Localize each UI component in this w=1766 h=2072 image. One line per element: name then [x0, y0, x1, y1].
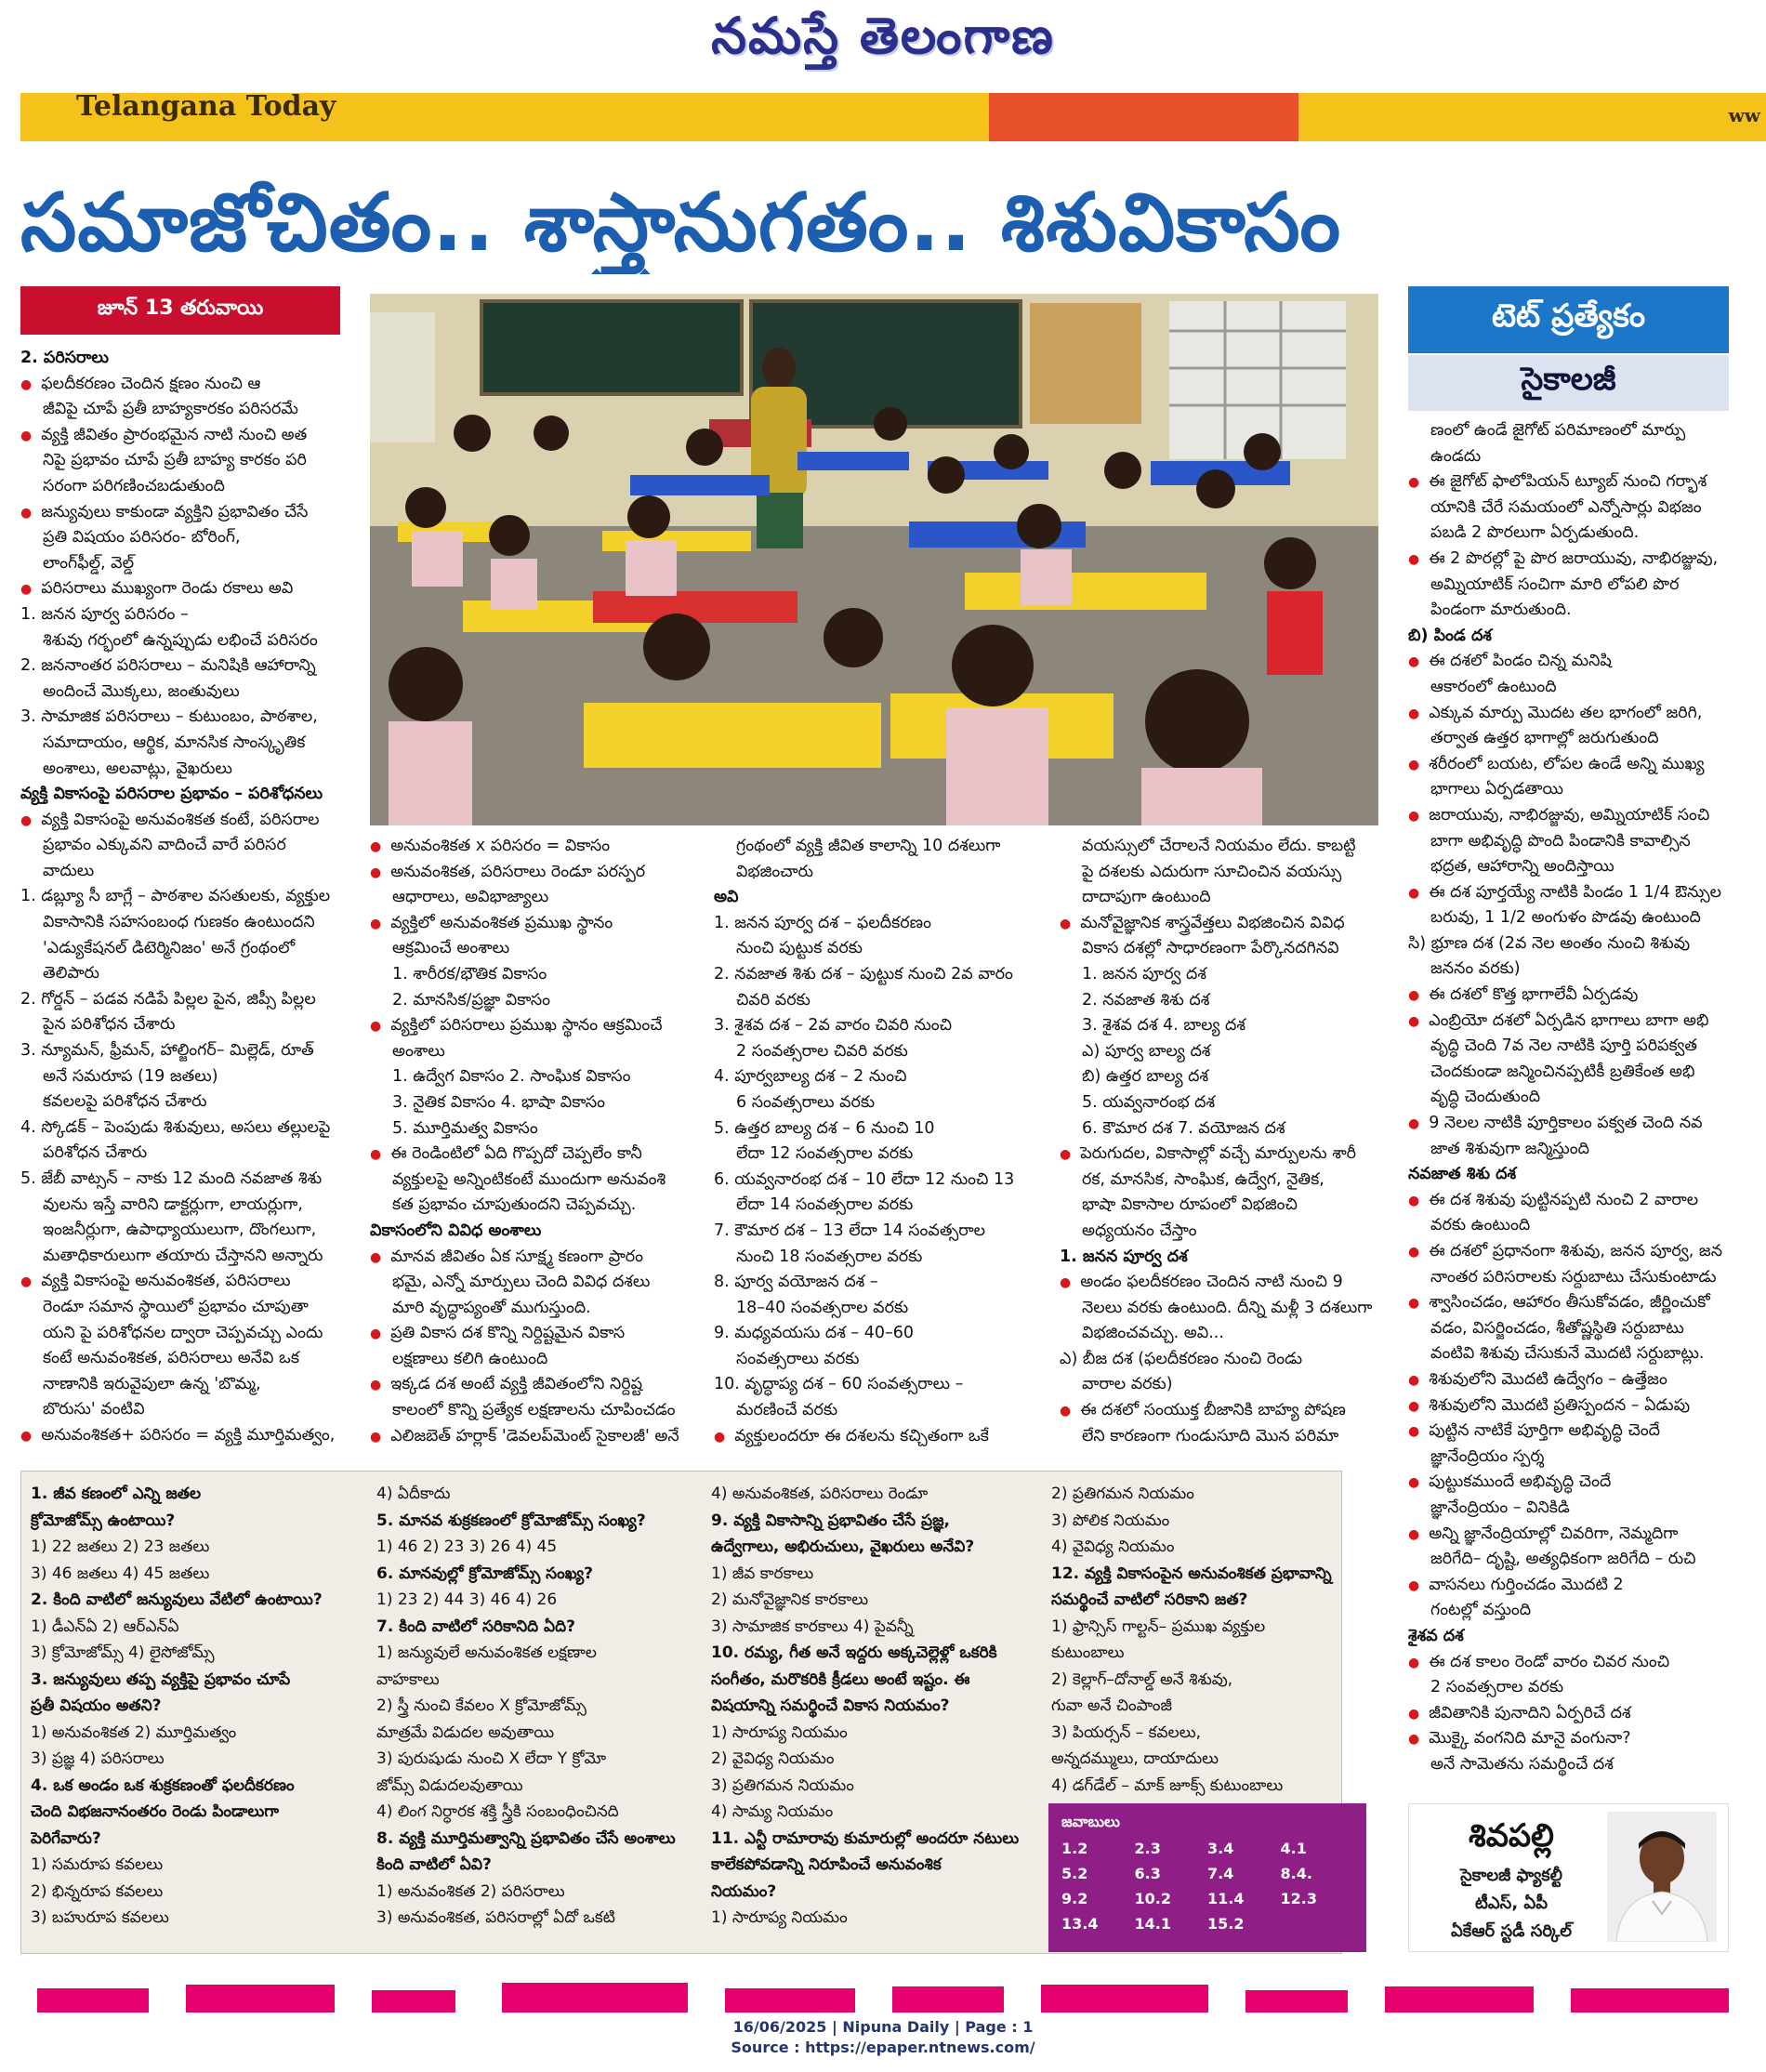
quiz-2-line: 4) లింగ నిర్ధారక శక్తి స్త్రీకి సంబంధించినది — [376, 1802, 619, 1821]
column-2-line: లక్షణాలు కలిగి ఉంటుంది — [392, 1349, 548, 1368]
quiz-3-line: కాలేకపోవడాన్ని నిరూపించే అనువంశిక — [711, 1855, 942, 1874]
column-5-line: ● ఈ జైగోట్ ఫాలోపియన్ ట్యూబ్ నుంచి గర్భాశ — [1408, 469, 1738, 495]
answers-grid — [1061, 1840, 1353, 1933]
column-5-line: ● ఈ దశలో పిండం చిన్న మనిషి — [1408, 649, 1738, 675]
column-5-line: చెందకుండా జన్మించినప్పటికీ బ్రతికేంత అభి — [1430, 1062, 1695, 1081]
column-3-line: 8. పూర్వ వయోజన దశ – — [714, 1273, 878, 1292]
column-1-line: వ్యక్తి వికాసంపై పరిసరాల ప్రభావం – పరిశోధనలు — [20, 785, 323, 804]
quiz-1-line: 1) అనువంశికత 2) మూర్తిమత్వం — [31, 1722, 237, 1742]
answer-item: 11.4 — [1207, 1890, 1245, 1907]
quiz-4-line: 2) కెల్లాగ్–దోనాల్డ్ అనే శిశువు, — [1051, 1669, 1233, 1689]
column-5-line: వరకు ఉంటుంది — [1430, 1216, 1531, 1235]
quiz-1-line: 2) భిన్నరూప కవలలు — [31, 1881, 164, 1901]
tet-special-tag: టెట్ ప్రత్యేకం — [1408, 286, 1729, 353]
column-5-line: ● జీవితానికి పునాదిని ఏర్పరిచే దశ — [1408, 1701, 1738, 1727]
quiz-2-line: వాహకాలు — [376, 1669, 440, 1689]
column-3-line: నుంచి 18 సంవత్సరాల వరకు — [736, 1247, 923, 1266]
column-1-line: ● జన్యువులు కాకుండా వ్యక్తిని ప్రభావితం చేసే — [20, 500, 342, 526]
column-4-line: ఎ) పూర్వ బాల్య దశ — [1082, 1041, 1211, 1061]
column-5-line: ● శిశువులోని మొదటి ప్రతిస్పందన – ఏడుపు — [1408, 1393, 1738, 1419]
column-1-line: సమాదాయం, ఆర్థిక, మానసిక సాంస్కృతిక — [43, 732, 306, 752]
column-5-line: జాత శిశువుగా జన్మిస్తుంది — [1430, 1139, 1589, 1158]
column-1-line: ప్రతి విషయం పరిసరం- బోరింగ్, — [43, 528, 241, 548]
article-column-3 — [714, 834, 1050, 1449]
column-5-line: యానికి చేరే సమయంలో ఎన్నోసార్లు విభజం — [1430, 497, 1702, 517]
quiz-4-line: 4) డగ్‌డేల్ – మాక్ జూక్స్ కుటుంబాలు — [1051, 1775, 1284, 1795]
column-3-line: లేదా 14 సంవత్సరాల వరకు — [736, 1195, 914, 1215]
column-1-line: సరంగా పరిగణించబడుతుంది — [43, 476, 225, 495]
quiz-1-line: 1) 22 జతలు 2) 23 జతలు — [31, 1538, 210, 1556]
column-1-line: ఇంజనీర్లుగా, ఉపాధ్యాయులుగా, దొంగలుగా, — [43, 1221, 317, 1240]
column-2-line: కత ప్రభావం చూపుతుందని చెప్పవచ్చు. — [392, 1195, 637, 1215]
column-5-line: నవజాత శిశు దశ — [1408, 1165, 1517, 1184]
column-1-line: ● వ్యక్తి జీవితం ప్రారంభమైన నాటి నుంచి అత — [20, 423, 342, 449]
quiz-4-line: గువా అనే చింపాంజీ — [1051, 1696, 1172, 1715]
answer-item: 1.2 — [1061, 1840, 1088, 1857]
column-2-line: 2. మానసిక/ప్రజ్ఞా వికాసం — [392, 990, 550, 1010]
quiz-3-line: 3) ప్రతిగమన నియమం — [711, 1775, 854, 1795]
author-portrait-illustration — [1607, 1812, 1717, 1942]
column-3-line: 6. యవ్వనారంభ దశ – 10 లేదా 12 నుంచి 13 — [714, 1169, 1015, 1189]
column-4-line: ● అండం ఫలదీకరణం చెందిన నాటి నుంచి 9 — [1060, 1270, 1390, 1296]
column-3-line: 2. నవజాత శిశు దశ – పుట్టుక నుంచి 2వ వారం — [714, 964, 1013, 983]
column-4-line: 1. జనన పూర్వ దశ — [1082, 964, 1207, 983]
quiz-1-line: 3) ప్రజ్ఞ 4) పరిసరాలు — [31, 1749, 165, 1768]
column-4-line: వయస్సులో చేరాలనే నియమం లేదు. కాబట్టి — [1082, 837, 1356, 855]
quiz-2-line: 1) అనువంశికత 2) పరిసరాలు — [376, 1881, 565, 1901]
column-2-line: ● అనువంశికత x పరిసరం = వికాసం — [370, 834, 705, 860]
column-5-line: ● మొక్కై వంగనిది మానై వంగునా? — [1408, 1726, 1738, 1752]
column-4-line: లేని కారణంగా గుండుసూది మొన పరిమా — [1082, 1426, 1339, 1445]
nipuna-brand-box — [989, 93, 1298, 141]
column-4-line: విభజించవచ్చు. అవి... — [1082, 1324, 1224, 1343]
quiz-1-line: 1) సమరూప కవలలు — [31, 1855, 164, 1874]
column-5-line: ● శరీరంలో బయట, లోపల ఉండే అన్ని ముఖ్య — [1408, 752, 1738, 778]
column-5-line: వృద్ధి చెంది 7వ నెల నాటికి పూర్తి పరిపక్వత — [1430, 1036, 1698, 1056]
column-5-line: ● పుట్టుకముందే అభివృద్ధి చెందే — [1408, 1470, 1738, 1496]
column-1-line: 4. స్కోడక్ – పెంపుడు శిశువులు, అసలు తల్లులపై — [20, 1117, 331, 1137]
quiz-2-line: 4) ఏదీకాదు — [376, 1485, 451, 1503]
quiz-2-line: 3) పురుషుడు నుంచి X లేదా Y క్రోమో — [376, 1749, 607, 1768]
column-1-line: కవలలపై పరిశోధన చేశారు — [43, 1092, 207, 1112]
column-4-line: బి) ఉత్తర బాల్య దశ — [1082, 1067, 1209, 1087]
column-5-line: భద్రత, ఆహారాన్ని అందిస్తాయి — [1430, 857, 1614, 877]
column-3-line: 3. శైశవ దశ – 2వ వారం చివరి నుంచి — [714, 1016, 953, 1036]
column-4-line: 1. జనన పూర్వ దశ — [1060, 1247, 1188, 1266]
quiz-2-line: 7. కింది వాటిలో సరికానిది ఏది? — [376, 1617, 576, 1636]
column-1-line: అందించే మొక్కలు, జంతువులు — [43, 681, 240, 701]
column-5-line: గంటల్లో వస్తుంది — [1430, 1601, 1532, 1620]
column-4-line: ● ఈ దశలో సంయుక్త బీజానికి బాహ్య పోషణ — [1060, 1398, 1390, 1424]
answer-item: 7.4 — [1207, 1865, 1234, 1882]
column-1-line: అంశాలు, అలవాట్లు, వైఖరులు — [43, 759, 232, 778]
footer-date-line: 16/06/2025 | Nipuna Daily | Page : 1 — [732, 2018, 1034, 2036]
column-5-line: బరువు, 1 1/2 అంగుళం పొడవు ఉంటుంది — [1430, 908, 1701, 928]
quiz-column-2 — [376, 1481, 711, 1932]
quiz-2-line: 6. మానవుల్లో క్రోమోజోమ్స్ సంఖ్య? — [376, 1564, 594, 1583]
quiz-column-1 — [31, 1481, 365, 1932]
column-3-line: చివరి వరకు — [736, 990, 811, 1010]
quiz-3-line: 2) వైవిధ్య నియమం — [711, 1749, 835, 1768]
column-4-line: ● పెరుగుదల, వికాసాల్లో వచ్చే మార్పులను శారీ — [1060, 1142, 1390, 1168]
website-brand: ww — [1728, 104, 1760, 126]
column-1-line: ప్రభావం ఎక్కువని వాదించే వారే పరిసర — [43, 836, 286, 855]
column-3-line: 18–40 సంవత్సరాల వరకు — [736, 1298, 909, 1317]
author-name: శివపల్లి — [1469, 1817, 1554, 1854]
column-1-line: ● వ్యక్తి వికాసంపై అనువంశికత, పరిసరాలు — [20, 1269, 342, 1295]
author-photo — [1607, 1812, 1717, 1942]
quiz-4-line: 1) ఫ్రాన్సిస్ గాల్టన్– ప్రముఖ వ్యక్తుల — [1051, 1617, 1266, 1636]
column-1-line: అనే సమరూప (19 జతలు) — [43, 1066, 218, 1086]
page-footer — [0, 2017, 1766, 2058]
column-5-line: అనే సామెతను సమర్థించే దశ — [1430, 1754, 1614, 1774]
article-column-4 — [1060, 834, 1390, 1449]
column-1-line: 3. సామాజిక పరిసరాలు – కుటుంబం, పాఠశాల, — [20, 707, 318, 727]
column-3-line: మరణించే వరకు — [736, 1401, 838, 1420]
quiz-2-line: 1) 23 2) 44 3) 46 4) 26 — [376, 1590, 558, 1609]
quiz-4-line: కుటుంబాలు — [1051, 1643, 1125, 1662]
column-1-line: కంటే అనువంశికత, పరిసరాలు అనేవి ఒక — [43, 1349, 299, 1368]
column-1-line: వులను ఇస్తే వారిని డాక్టర్లుగా, లాయర్లుగా, — [43, 1194, 303, 1214]
quiz-3-line: 3) సామాజిక కారకాలు 4) పైవన్నీ — [711, 1617, 914, 1636]
column-5-line: ● శ్వాసించడం, ఆహారం తీసుకోవడం, జీర్ణించుకో — [1408, 1290, 1738, 1316]
column-2-line: మారి వృద్ధాప్యంతో ముగుస్తుంది. — [392, 1298, 591, 1317]
quiz-3-line: 11. ఎన్టీ రామారావు కుమారుల్లో అందరూ నటులు — [711, 1828, 1020, 1848]
quiz-1-line: 1. జీవ కణంలో ఎన్ని జతల — [31, 1485, 202, 1503]
article-column-1 — [20, 346, 342, 1449]
column-5-line: ణంలో ఉండే జైగోట్ పరిమాణంలో మార్పు — [1430, 421, 1686, 440]
author-role-line-2: టీఎస్, ఏపీ — [1474, 1894, 1549, 1913]
column-2-line: 3. నైతిక వికాసం 4. భాషా వికాసం — [392, 1092, 606, 1112]
column-5-line: ● ఈ దశలో ప్రధానంగా శిశువు, జనన పూర్వ, జన — [1408, 1239, 1738, 1265]
answer-item: 2.3 — [1134, 1840, 1161, 1857]
column-1-line: పైన పరిశోధన చేశారు — [43, 1015, 176, 1035]
answer-item: 5.2 — [1061, 1865, 1088, 1882]
column-5-line: సి) భ్రూణ దశ (2వ నెల అంతం నుంచి శిశువు — [1408, 933, 1691, 953]
column-2-line: వ్యక్తులపై అన్నింటికంటే ముందుగా అనువంశి — [392, 1169, 666, 1189]
column-5-line: వృద్ధి చెందుతుంది — [1430, 1088, 1541, 1107]
answer-item: 15.2 — [1207, 1915, 1245, 1933]
answer-item: 12.3 — [1280, 1890, 1317, 1907]
column-4-line: వారాల వరకు) — [1082, 1375, 1173, 1394]
quiz-2-line: 1) 46 2) 23 3) 26 4) 45 — [376, 1538, 558, 1556]
column-4-line: 2. నవజాత శిశు దశ — [1082, 990, 1210, 1010]
column-4-line: 6. కౌమార దశ 7. వయోజన దశ — [1082, 1118, 1285, 1138]
author-role-line-3: ఏకేఆర్ స్టడీ సర్కిల్ — [1451, 1921, 1572, 1941]
column-3-line: 4. పూర్వబాల్య దశ – 2 నుంచి — [714, 1067, 907, 1087]
quiz-1-line: 3) బహురూప కవలలు — [31, 1908, 169, 1927]
column-1-line: రెండూ సమాన స్థాయిలో ప్రభావం చూపుతా — [43, 1297, 309, 1316]
column-5-line: ● ఎంబ్రియో దశలో ఏర్పడిన భాగాలు బాగా అభి — [1408, 1009, 1738, 1035]
quiz-1-line: 4. ఒక అండం ఒక శుక్రకణంతో ఫలదీకరణం — [31, 1775, 295, 1795]
classroom-photo — [370, 294, 1378, 825]
answer-item: 13.4 — [1061, 1915, 1099, 1933]
quiz-4-line: అన్నదమ్ములు, దాయాదులు — [1051, 1749, 1219, 1768]
quiz-2-line: 8. వ్యక్తి మూర్తిమత్వాన్ని ప్రభావితం చేసే అంశాలు — [376, 1828, 676, 1848]
quiz-1-line: చెంది విభజనానంతరం రెండు పిండాలుగా — [31, 1802, 279, 1821]
column-3-line: 10. వృద్ధాప్య దశ – 60 సంవత్సరాలు – — [714, 1375, 964, 1394]
column-2-line: వికాసంలోని వివిధ అంశాలు — [370, 1221, 542, 1240]
quiz-3-line: 9. వ్యక్తి వికాసాన్ని ప్రభావితం చేసే ప్రజ్ఞ, — [711, 1511, 951, 1530]
quiz-1-line: 3. జన్యువులు తప్ప వ్యక్తిపై ప్రభావం చూపే — [31, 1669, 291, 1689]
footer-source-line: Source : https://epaper.ntnews.com/ — [731, 2039, 1035, 2056]
column-4-line: వికాస దశల్లో సాధారణంగా పేర్కొనదగినవి — [1082, 939, 1339, 958]
column-5-line: ఉండదు — [1430, 446, 1482, 466]
column-5-line: బి) పిండ దశ — [1408, 626, 1492, 645]
column-2-line: అంశాలు — [392, 1041, 445, 1061]
telangana-today-brand: Telangana Today — [76, 90, 336, 123]
answers-box — [1048, 1803, 1366, 1952]
quiz-4-line: 12. వ్యక్తి వికాసంపైన అనువంశికత ప్రభావాన్ని — [1051, 1564, 1332, 1583]
quiz-1-line: 3) 46 జతలు 4) 45 జతలు — [31, 1564, 210, 1583]
column-3-line: 9. మధ్యవయసు దశ – 40–60 — [714, 1324, 915, 1343]
column-1-line: పరిశోధన చేశారు — [43, 1143, 148, 1163]
column-3-line: ● వ్యక్తులందరూ ఈ దశలను కచ్చితంగా ఒకే — [714, 1424, 1050, 1450]
column-2-line: 1. ఉద్వేగ వికాసం 2. సాంఘిక వికాసం — [392, 1067, 631, 1087]
column-4-line: దాదాపుగా ఉంటుంది — [1082, 888, 1211, 907]
masthead-logo — [0, 0, 1766, 84]
column-5-line: తర్వాత ఉత్తర భాగాల్లో జరుగుతుంది — [1430, 729, 1659, 748]
column-4-line: రక, మానసిక, సాంఘిక, ఉద్వేగ, నైతిక, — [1082, 1169, 1324, 1189]
column-5-line: ● శిశువులోని మొదటి ఉద్వేగం – ఉత్తేజం — [1408, 1367, 1738, 1393]
column-2-line: భమై, ఎన్నో మార్పులు చెంది వివిధ దశలు — [392, 1273, 651, 1292]
quiz-2-line: కింది వాటిలో ఏవి? — [376, 1855, 492, 1874]
answer-item: 10.2 — [1134, 1890, 1171, 1907]
column-3-line: లేదా 12 సంవత్సరాల వరకు — [736, 1144, 914, 1164]
quiz-4-line: 3) పియర్సన్ – కవలలు, — [1051, 1722, 1202, 1742]
column-5-line: ఆకారంలో ఉంటుంది — [1430, 677, 1557, 696]
quiz-2-line: మాత్రమే విడుదల అవుతాయి — [376, 1722, 555, 1742]
quiz-3-line: నియమం? — [711, 1881, 777, 1901]
decorative-strip — [0, 1975, 1766, 2013]
answer-item: 8.4. — [1280, 1865, 1312, 1882]
column-4-line: పై దశలకు ఎదురుగా సూచించిన వయస్సు — [1082, 862, 1342, 881]
column-5-line: బాగా అభివృద్ధి పొంది పిండానికి కావాల్సిన — [1430, 831, 1691, 851]
masthead-band — [20, 90, 1766, 141]
quiz-2-line: జోమ్స్ విడుదలవుతాయి — [376, 1775, 523, 1795]
column-2-line: ● మానవ జీవితం ఏక సూక్ష్మ కణంగా ప్రారం — [370, 1245, 705, 1271]
column-5-line: జ్ఞానేంద్రియం స్పర్శ — [1430, 1446, 1545, 1466]
article-column-5 — [1408, 418, 1738, 1777]
column-3-line: 7. కౌమార దశ – 13 లేదా 14 సంవత్సరాల — [714, 1221, 986, 1240]
column-2-line: కాలంలో కొన్ని ప్రత్యేక లక్షణాలను చూపించడం — [392, 1401, 676, 1420]
quiz-4-line: 4) వైవిధ్య నియమం — [1051, 1538, 1175, 1556]
column-1-line: జీవిపై చూపే ప్రతీ బాహ్యకారకం పరిసరమే — [43, 400, 298, 419]
column-3-line: అవి — [714, 888, 739, 907]
article-headline: సమాజోచితం.. శాస్త్రానుగతం.. శిశువికాసం — [20, 177, 1342, 270]
quiz-1-line: పెరిగేవారు? — [31, 1828, 101, 1848]
column-5-line: ● పుట్టిన నాటికే పూర్తిగా అభివృద్ధి చెందే — [1408, 1419, 1738, 1445]
answer-item: 3.4 — [1207, 1840, 1234, 1857]
quiz-3-line: సంగీతం, మరొకరికి క్రీడలు అంటే ఇష్టం. ఈ — [711, 1669, 970, 1689]
column-1-line: తెలిపారు — [43, 964, 99, 983]
quiz-2-line: 3) అనువంశికత, పరిసరాల్లో ఏదో ఒకటి — [376, 1908, 615, 1927]
column-5-line: వడం, విసర్జించడం, శీతోష్ణస్థితి సర్దుబాటు — [1430, 1318, 1684, 1338]
column-1-line: 2. గోర్డన్ – పడవ నడిపే పిల్లల పైన, జిప్సీ పిల్లల — [20, 989, 316, 1009]
column-5-line: ● అన్ని జ్ఞానేంద్రియాల్లో చివరిగా, నెమ్మదిగా — [1408, 1522, 1738, 1548]
column-1-line: ● వ్యక్తి వికాసంపై అనువంశికత కంటే, పరిసరాల — [20, 808, 342, 834]
quiz-3-line: ఉద్వేగాలు, అభిరుచులు, వైఖరులు అనేవి? — [711, 1538, 975, 1556]
column-2-line: ● ఈ రెండింటిలో ఏది గొప్పదో చెప్పలేం కానీ — [370, 1142, 705, 1168]
quiz-4-line: 2) ప్రతిగమన నియమం — [1051, 1485, 1194, 1503]
column-2-line: 5. మూర్తిమత్వ వికాసం — [392, 1118, 538, 1138]
quiz-4-line: 3) పోలిక నియమం — [1051, 1511, 1170, 1530]
quiz-1-line: 2. కింది వాటిలో జన్యువులు వేటిలో ఉంటాయి? — [31, 1590, 323, 1609]
column-5-line: పబడి 2 పొరలుగా ఏర్పడుతుంది. — [1430, 523, 1640, 543]
column-1-line: 3. న్యూమన్, ఫ్రీమన్, హాల్జింగర్– మిల్లెడ్, రూత్ — [20, 1041, 314, 1061]
column-1-line: ● పరిసరాలు ముఖ్యంగా రెండు రకాలు అవి — [20, 576, 342, 602]
column-5-line: ● వాసనలు గుర్తించడం మొదటి 2 — [1408, 1573, 1738, 1599]
quiz-2-line: 2) స్త్రీ నుంచి కేవలం X క్రోమోజోమ్స్ — [376, 1696, 586, 1715]
quiz-3-line: 1) జీవ కారకాలు — [711, 1564, 814, 1583]
column-3-line: 2 సంవత్సరాల చివరి వరకు — [736, 1041, 908, 1061]
column-5-line: ● ఈ దశ కాలం రెండో వారం చివర నుంచి — [1408, 1650, 1738, 1676]
column-5-line: జరిగేది– దృష్టి, అత్యధికంగా జరిగేది – రుచి — [1430, 1550, 1696, 1569]
column-2-line: ● అనువంశికత, పరిసరాలు రెండూ పరస్పర — [370, 860, 705, 886]
column-2-line: ఆక్రమించే అంశాలు — [392, 939, 510, 958]
column-4-line: ఎ) బీజ దశ (ఫలదీకరణం నుంచి రెండు — [1060, 1349, 1303, 1368]
column-5-line: ● ఈ దశలో కొత్త భాగాలేవీ ఏర్పడవు — [1408, 983, 1738, 1009]
quiz-3-line: విషయాన్ని సమర్థించే వికాస నియమం? — [711, 1696, 950, 1715]
column-1-line: వాదులు — [43, 861, 95, 880]
column-5-line: ● జరాయువు, నాభిరజ్జువు, అమ్నియాటిక్ సంచి — [1408, 803, 1738, 829]
column-1-line: ● ఫలదీకరణం చెందిన క్షణం నుంచి ఆ — [20, 372, 342, 398]
column-5-line: భాగాలు ఏర్పడతాయి — [1430, 780, 1564, 799]
psychology-tag: సైకాలజీ — [1408, 355, 1729, 411]
column-4-line: అధ్యయనం చేస్తాం — [1082, 1221, 1197, 1240]
answers-title: జవాబులు — [1061, 1813, 1120, 1830]
column-5-line: పిండంగా మారుతుంది. — [1430, 600, 1572, 620]
column-3-line: 5. ఉత్తర బాల్య దశ – 6 నుంచి 10 — [714, 1118, 935, 1138]
column-4-line: 3. శైశవ దశ 4. బాల్య దశ — [1082, 1016, 1246, 1036]
column-5-line: ● 9 నెలల నాటికి పూర్తికాలం పక్వత చెంది నవ — [1408, 1111, 1738, 1137]
quiz-3-line: 4) అనువంశికత, పరిసరాలు రెండూ — [711, 1485, 929, 1503]
column-2-line: 1. శారీరక/భౌతిక వికాసం — [392, 964, 547, 983]
quiz-1-line: 3) క్రోమోజోమ్స్ 4) లైసోజోమ్స్ — [31, 1643, 215, 1662]
column-4-line: ● మనోవైజ్ఞానిక శాస్త్రవేత్తలు విభజించిన వివిధ — [1060, 911, 1390, 937]
author-role-line-1: సైకాలజీ ఫ్యాకల్టీ — [1460, 1866, 1562, 1885]
column-5-line: జననం వరకు) — [1430, 959, 1521, 979]
column-2-line: ● వ్యక్తిలో పరిసరాలు ప్రముఖ స్థానం ఆక్రమించే — [370, 1013, 705, 1039]
column-2-line: ● ప్రతి వికాస దశ కొన్ని నిర్దిష్టమైన వికాస — [370, 1321, 705, 1347]
column-4-line: 5. యవ్వనారంభ దశ — [1082, 1092, 1216, 1112]
column-2-line: ● ఎలిజబెత్ హర్లాక్ 'డెవలప్‌మెంట్ సైకాలజీ' అనే — [370, 1424, 705, 1450]
quiz-3-line: 4) సామ్య నియమం — [711, 1802, 834, 1821]
column-1-line: 1. డబ్ల్యూ సీ బాగ్లే – పాఠశాల వసతులకు, వ్యక్తుల — [20, 887, 331, 906]
column-2-line: ● వ్యక్తిలో అనువంశికత ప్రముఖ స్థానం — [370, 911, 705, 937]
quiz-column-4 — [1051, 1481, 1341, 1799]
column-1-line: వికాసానికి సహసంబంధ గుణకం ఉంటుందని — [43, 913, 315, 932]
column-5-line: 2 సంవత్సరాల వరకు — [1430, 1678, 1564, 1697]
classroom-illustration — [370, 294, 1378, 825]
quiz-3-line: 10. రమ్య, గీత అనే ఇద్దరు అక్కచెల్లెళ్లో ఒకరికి — [711, 1643, 997, 1662]
column-1-line: యని పై పరిశోధనల ద్వారా చెప్పవచ్చు ఎందు — [43, 1323, 323, 1342]
quiz-1-line: 1) డీఎన్ఏ 2) ఆర్ఎన్ఏ — [31, 1617, 179, 1636]
quiz-4-line: సమర్థించే వాటిలో సరికాని జత? — [1051, 1590, 1248, 1609]
column-4-line: భాషా వికాసాల రూపంలో విభజించి — [1082, 1195, 1298, 1215]
column-1-line: శిశువు గర్భంలో ఉన్నప్పుడు లభించే పరిసరం — [43, 630, 318, 650]
column-5-line: జ్ఞానేంద్రియం – వినికిడి — [1430, 1498, 1570, 1517]
column-1-line: నాణానికి ఇరువైపులా ఉన్న 'బొమ్మ, — [43, 1374, 261, 1393]
column-3-line: 1. జనన పూర్వ దశ – ఫలదీకరణం — [714, 913, 931, 932]
column-1-line: 1. జనన పూర్వ పరిసరం – — [20, 604, 189, 624]
column-1-line: 2. పరిసరాలు — [20, 349, 109, 367]
column-5-line: శైశవ దశ — [1408, 1626, 1464, 1645]
answer-item: 4.1 — [1280, 1840, 1307, 1857]
column-1-line: లాంగ్‌ఫీల్డ్, వెల్డ్ — [43, 553, 135, 573]
column-3-line: విభజించారు — [736, 862, 813, 881]
column-1-line: బొరుసు' వంటివి — [43, 1400, 145, 1419]
column-1-line: ● అనువంశికత+ పరిసరం = వ్యక్తి మూర్తిమత్వం, — [20, 1423, 342, 1449]
quiz-3-line: 1) సారూప్య నియమం — [711, 1722, 848, 1742]
column-3-line: 6 సంవత్సరాలు వరకు — [736, 1092, 876, 1112]
quiz-2-line: 1) జన్యువులే అనువంశికత లక్షణాల — [376, 1643, 597, 1662]
quiz-3-line: 1) సారూప్య నియమం — [711, 1908, 848, 1927]
decorative-strip-shapes — [0, 1975, 1766, 2013]
column-4-line: నెలలు వరకు ఉంటుంది. దీన్ని మళ్లీ 3 దశలుగా — [1082, 1298, 1373, 1317]
author-box — [1408, 1803, 1729, 1952]
column-1-line: నిపై ప్రభావం చూపే ప్రతీ బాహ్య కారకం పరి — [43, 451, 307, 470]
quiz-1-line: క్రోమోజోమ్స్ ఉంటాయి? — [31, 1511, 176, 1530]
column-3-line: నుంచి పుట్టుక వరకు — [736, 939, 863, 958]
answer-item: 6.3 — [1134, 1865, 1161, 1882]
column-1-line: 2. జననాంతర పరిసరాలు – మనిషికి ఆహారాన్ని — [20, 656, 316, 676]
column-5-line: నాంతర పరిసరాలకు సర్దుబాటు చేసుకుంటాడు — [1430, 1267, 1717, 1287]
column-5-line: ● ఎక్కువ మార్పు మొదట తల భాగంలో జరిగి, — [1408, 701, 1738, 727]
author-role — [1418, 1862, 1604, 1946]
article-column-2 — [370, 834, 705, 1449]
column-2-line: ● ఇక్కడ దశ అంటే వ్యక్తి జీవితంలోని నిర్దిష్ట — [370, 1372, 705, 1398]
quiz-2-line: 5. మానవ శుక్రకణంలో క్రోమోజోమ్స్ సంఖ్య? — [376, 1511, 646, 1530]
answer-item: 9.2 — [1061, 1890, 1088, 1907]
quiz-1-line: ప్రతీ విషయం అతని? — [31, 1696, 162, 1715]
column-2-line: ఆధారాలు, అవిభాజ్యాలు — [392, 888, 549, 907]
answer-item: 14.1 — [1134, 1915, 1171, 1933]
section-tag: జూన్ 13 తరువాయి — [20, 286, 340, 335]
column-5-line: ● ఈ 2 పొరల్లో పై పొర జరాయువు, నాభిరజ్జువు, — [1408, 547, 1738, 573]
masthead-logo-text: నమస్తే తెలంగాణ — [711, 6, 1055, 65]
column-1-line: మతాధికారులుగా తయారు చేస్తానని అన్నారు — [43, 1246, 323, 1265]
column-5-line: అమ్నియాటిక్ సంచిగా మారి లోపలి పొర — [1430, 574, 1680, 594]
column-1-line: 'ఎడ్యుకేషనల్ డిటెర్మినిజం' అనే గ్రంథంలో — [43, 938, 296, 957]
column-5-line: వంటివి శిశువు చేసుకునే మొదటి సర్దుబాట్లు. — [1430, 1344, 1705, 1364]
column-5-line: ● ఈ దశ పూర్తయ్యే నాటికి పిండం 1 1/4 ఔన్సుల — [1408, 880, 1738, 906]
column-1-line: 5. జేబీ వాట్సన్ – నాకు 12 మంది నవజాత శిశు — [20, 1169, 323, 1188]
column-3-line: గ్రంథంలో వ్యక్తి జీవిత కాలాన్ని 10 దశలుగా — [736, 837, 1001, 855]
quiz-3-line: 2) మనోవైజ్ఞానిక కారకాలు — [711, 1590, 869, 1609]
column-3-line: సంవత్సరాలు వరకు — [736, 1349, 860, 1368]
column-5-line: ● ఈ దశ శిశువు పుట్టినప్పటి నుంచి 2 వారాల — [1408, 1188, 1738, 1214]
quiz-column-3 — [711, 1481, 1062, 1932]
